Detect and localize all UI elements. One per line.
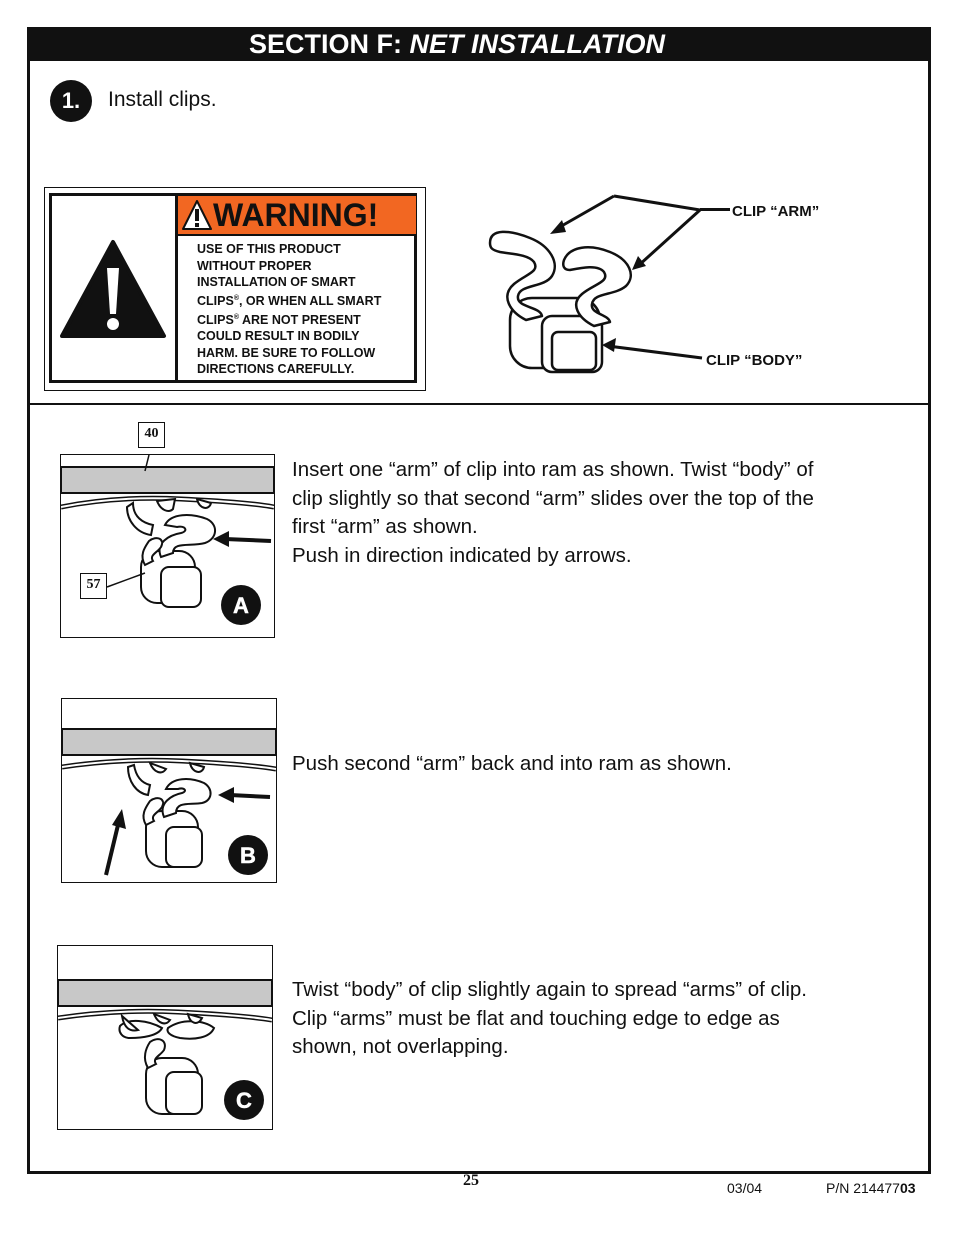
step-text: Install clips. xyxy=(108,88,217,111)
section-header xyxy=(27,27,928,61)
step-number-badge: 1. xyxy=(50,80,92,122)
figure-c-letter: C xyxy=(236,1088,252,1113)
warning-title: WARNING! xyxy=(213,197,379,233)
callout-40: 40 xyxy=(138,422,165,448)
instruction-c: Twist “body” of clip slightly again to spread “arms” of clip. Clip “arms” must be flat and touching edge to edge as shown, not overlapping. xyxy=(292,978,807,1058)
callout-57: 57 xyxy=(80,573,107,599)
section-divider xyxy=(27,403,928,405)
clip-body-label: CLIP “BODY” xyxy=(706,352,803,369)
figure-b xyxy=(61,698,277,883)
figure-a xyxy=(60,454,275,638)
revision-date: 03/04 xyxy=(727,1180,763,1196)
instruction-a: Insert one “arm” of clip into ram as shown. Twist “body” of clip slightly so that second “arm” slides over the top of the first “arm” as shown. Push in direction indicated by arrows. xyxy=(292,458,814,567)
clip-arm-label: CLIP “ARM” xyxy=(732,203,820,220)
warning-text: USE OF THIS PRODUCT WITHOUT PROPER INSTALLATION OF SMART CLIPS®, OR WHEN ALL SMART CLIPS® ARE NOT PRESENT COULD RESULT IN BODILY HARM. BE SURE TO FOLLOW DIRECTIONS CAREFULLY. xyxy=(197,242,382,377)
part-number: P/N 21447703 xyxy=(826,1180,916,1196)
figure-a-letter: A xyxy=(233,593,249,618)
warning-triangle-icon xyxy=(58,238,168,340)
section-title: NET INSTALLATION xyxy=(409,29,665,59)
section-label: SECTION F: xyxy=(249,29,402,59)
clip-diagram xyxy=(470,188,740,388)
page-number: 25 xyxy=(463,1172,479,1189)
warning-small-icon xyxy=(182,199,212,231)
instruction-b: Push second “arm” back and into ram as shown. xyxy=(292,752,732,775)
figure-b-letter: B xyxy=(240,843,256,868)
figure-c xyxy=(57,945,273,1130)
